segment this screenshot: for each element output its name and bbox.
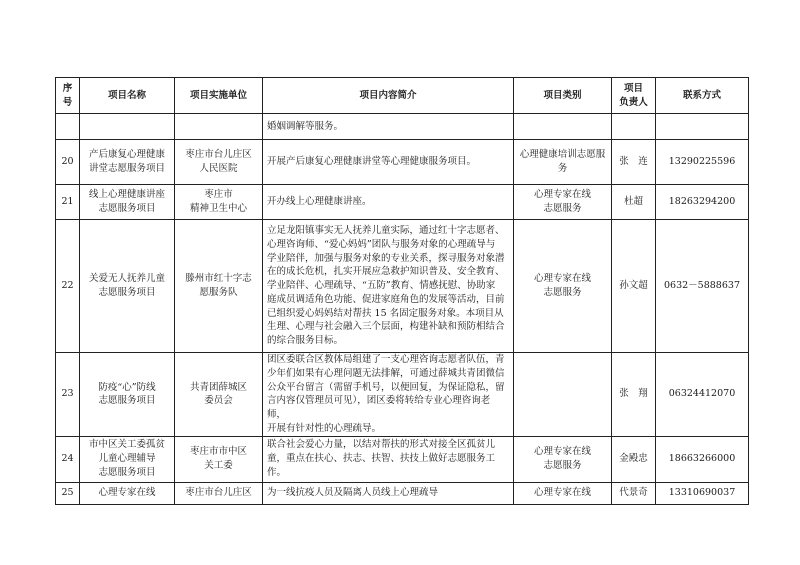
row-name: 市中区关工委孤贫 儿童心理辅导 志愿服务项目: [80, 436, 175, 482]
row-intro: 婚姻调解等服务。: [263, 114, 514, 140]
row-unit: 滕州市红十字志 愿服务队: [175, 220, 263, 353]
row-no: 23: [56, 353, 80, 437]
row-contact: 06324412070: [656, 353, 749, 437]
row-no: [56, 114, 80, 140]
header-unit: 项目实施单位: [175, 78, 263, 114]
row-contact: [656, 114, 749, 140]
row-category: [514, 114, 612, 140]
row-name: 心理专家在线: [80, 482, 175, 504]
row-unit: 枣庄市台儿庄区 人民医院: [175, 140, 263, 185]
row-unit: [175, 114, 263, 140]
row-contact: 13310690037: [656, 482, 749, 504]
row-category: 心理专家在线 志愿服务: [514, 185, 612, 220]
row-no: 21: [56, 185, 80, 220]
row-no: 25: [56, 482, 80, 504]
row-owner: 张 翔: [612, 353, 656, 437]
row-intro: 立足龙阳镇事实无人抚养儿童实际，通过红十字志愿者、 心理咨询师、“爱心妈妈”团队与服务对象的心理疏导与 学业陪伴，加强与服务对象的专业关系，探寻服务对象潜 在的成长危机，扎实开展应急救护知识普及、安全教育、 学业陪伴、心理疏导、“五防”教育、情感抚慰、协助家 庭成员调适角色功能、促进家庭角色的发展等活动，目前 已组织爱心妈妈结对帮扶 15 名固定服务对象。本项目从 生理、心理与社会融入三个层面，构建补缺和预防相结合 的综合服务目标。: [263, 220, 514, 353]
header-no: 序号: [56, 78, 80, 114]
table-row: [56, 482, 749, 504]
row-owner: 张 连: [612, 140, 656, 185]
row-intro: 开展产后康复心理健康讲堂等心理健康服务项目。: [263, 140, 514, 185]
row-contact: 18263294200: [656, 185, 749, 220]
table-row: [56, 114, 749, 140]
header-category: 项目类别: [514, 78, 612, 114]
row-intro: 团区委联合区教体局组建了一支心理咨询志愿者队伍，青 少年们如果有心理问题无法排解，可通过薛城共青团微信 公众平台留言（需留手机号，以便回复，为保证隐私，留 言内容仅管理员可见），团区委将转给专业心理咨询老师， 开展有针对性的心理疏导。: [263, 353, 514, 437]
header-row: [56, 78, 749, 114]
row-category: 心理健康培训志愿服务: [514, 140, 612, 185]
header-owner: 项目 负责人: [612, 78, 656, 114]
row-category: 心理专家在线 志愿服务: [514, 220, 612, 353]
row-contact: 13290225596: [656, 140, 749, 185]
table-row: [56, 220, 749, 353]
row-contact: 18663266000: [656, 436, 749, 482]
row-unit: 枣庄市台儿庄区: [175, 482, 263, 504]
row-unit: 枣庄市 精神卫生中心: [175, 185, 263, 220]
row-intro: 联合社会爱心力量，以结对帮扶的形式对接全区孤贫儿 童，重点在扶心、扶志、扶智、扶技上做好志愿服务工作。: [263, 436, 514, 482]
table-row: [56, 185, 749, 220]
row-intro: 开办线上心理健康讲座。: [263, 185, 514, 220]
table-row: [56, 436, 749, 482]
row-unit: 枣庄市市中区 关工委: [175, 436, 263, 482]
table-row: [56, 140, 749, 185]
row-name: [80, 114, 175, 140]
table-row: [56, 353, 749, 437]
row-owner: 杜超: [612, 185, 656, 220]
row-owner: 代景奇: [612, 482, 656, 504]
row-owner: [612, 114, 656, 140]
row-name: 防疫“心”防线 志愿服务项目: [80, 353, 175, 437]
row-category: [514, 353, 612, 437]
row-category: 心理专家在线: [514, 482, 612, 504]
row-unit: 共青团薛城区 委员会: [175, 353, 263, 437]
row-owner: 金殿忠: [612, 436, 656, 482]
header-intro: 项目内容简介: [263, 78, 514, 114]
row-name: 产后康复心理健康 讲堂志愿服务项目: [80, 140, 175, 185]
row-intro: 为一线抗疫人员及隔离人员线上心理疏导: [263, 482, 514, 504]
volunteer-project-table: [55, 77, 749, 505]
row-no: 22: [56, 220, 80, 353]
header-name: 项目名称: [80, 78, 175, 114]
header-contact: 联系方式: [656, 78, 749, 114]
row-name: 关爱无人抚养儿童 志愿服务项目: [80, 220, 175, 353]
row-name: 线上心理健康讲座 志愿服务项目: [80, 185, 175, 220]
row-contact: 0632－5888637: [656, 220, 749, 353]
row-category: 心理专家在线 志愿服务: [514, 436, 612, 482]
row-no: 20: [56, 140, 80, 185]
row-no: 24: [56, 436, 80, 482]
row-owner: 孙文超: [612, 220, 656, 353]
